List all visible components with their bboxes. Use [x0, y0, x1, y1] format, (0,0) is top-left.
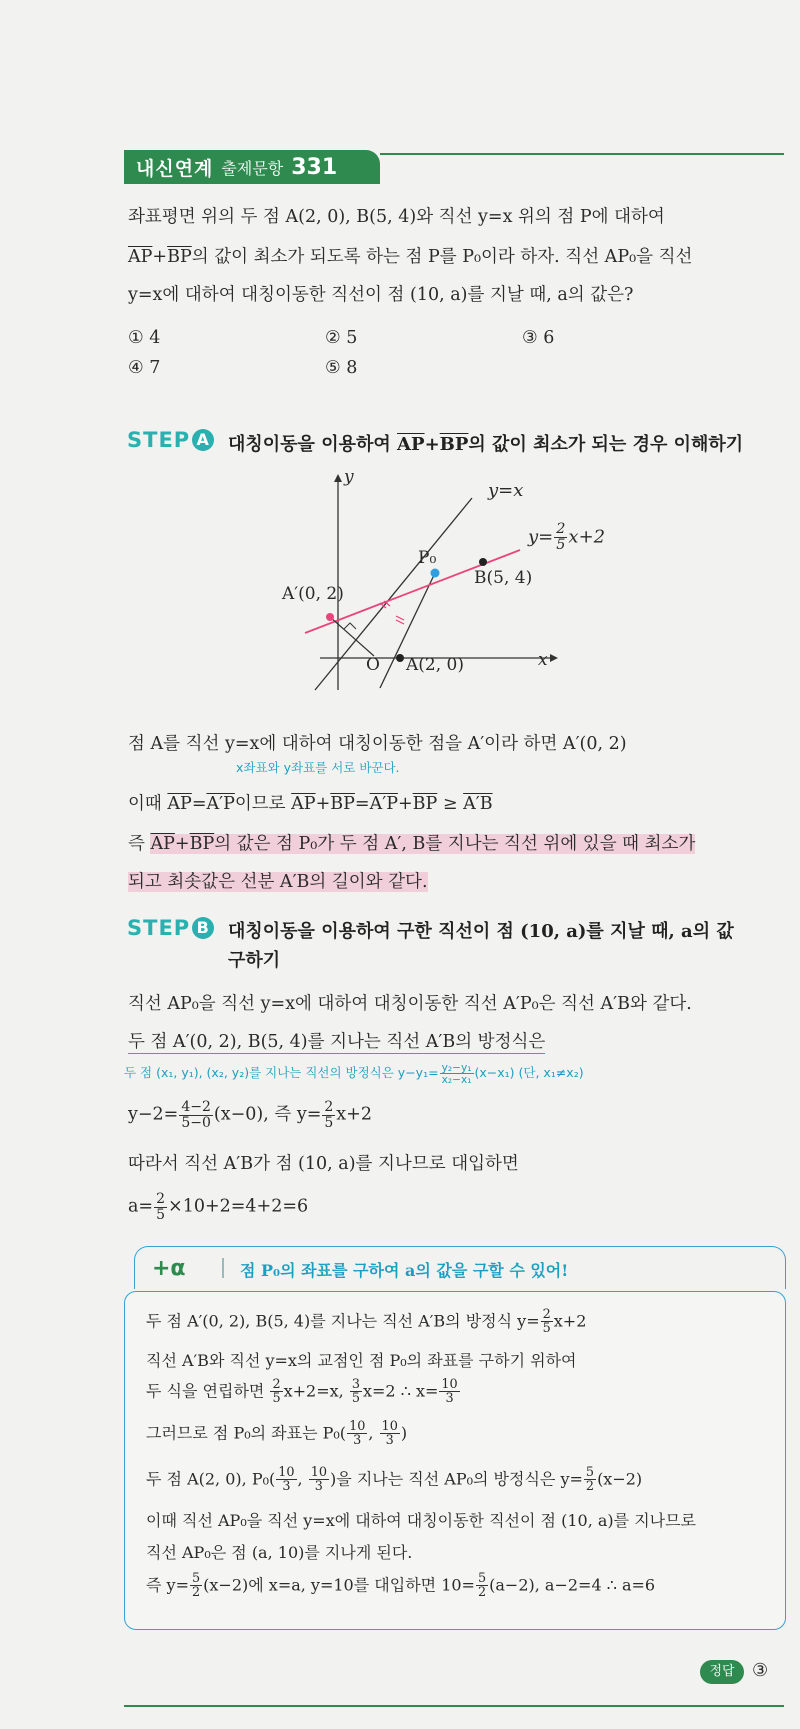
choice-5[interactable]: ⑤ 8: [325, 358, 358, 378]
a3-num: 2: [272, 1377, 281, 1392]
step-label-text: STEP: [127, 428, 191, 452]
a5-den3: 2: [585, 1479, 595, 1495]
ge-sign: ≥: [442, 794, 458, 814]
a3-num2: 3: [351, 1377, 360, 1392]
p0-label: P₀: [418, 548, 437, 568]
line3-pre: 즉: [128, 834, 145, 854]
seg4: $\overline{BP}$: [330, 794, 355, 814]
seg3: $\overline{AP}$: [291, 794, 316, 814]
alpha-line-8: [146, 1572, 655, 1600]
line2-pre: y=: [528, 526, 554, 548]
problem-number: 331: [291, 154, 338, 180]
segment-ap: $\overline{AP}$: [128, 247, 153, 267]
a3-num3: 10: [441, 1377, 458, 1392]
l3-den: 5−0: [181, 1114, 211, 1131]
a5-end: (x−2): [597, 1469, 643, 1489]
a8-post: (a−2), a−2=4 ∴ a=6: [489, 1575, 656, 1595]
b-label: B(5, 4): [474, 568, 533, 588]
solution-a-line-2: [128, 790, 493, 815]
l5-num: 2: [156, 1191, 166, 1207]
problem-line-3: y=x에 대하여 대칭이동한 직선이 점 (10, a)를 지날 때, a의 값은?: [128, 285, 634, 305]
a5-comma: ,: [297, 1469, 303, 1489]
step-a-title-post: 의 값이 최소가 되는 경우 이해하기: [468, 434, 744, 455]
alpha-line-3: [146, 1378, 461, 1406]
a1-pre: 두 점 A′(0, 2), B(5, 4)를 지나는 직선 A′B의 방정식 y=: [146, 1311, 540, 1331]
seg6: $\overline{BP}$: [412, 794, 438, 814]
solution-a-note: x좌표와 y좌표를 서로 바꾼다.: [236, 760, 400, 775]
alpha-line-2: 직선 A′B와 직선 y=x의 교점인 점 P₀의 좌표를 구하기 위하여: [146, 1351, 577, 1370]
a1-num: 2: [542, 1307, 551, 1322]
step-b-label: [127, 916, 214, 940]
header-rule: [380, 153, 784, 155]
problem-line-2: [128, 243, 692, 268]
a-label: A(2, 0): [406, 655, 464, 675]
step-a-title: [228, 430, 743, 456]
a-prime-label: A′(0, 2): [282, 584, 344, 604]
eq1: =: [191, 794, 207, 814]
solution-b-line-3: [128, 1100, 372, 1130]
point-a-prime: [326, 613, 334, 621]
a3-den2: 5: [351, 1391, 360, 1407]
solution-b-line-4: 따라서 직선 A′B가 점 (10, a)를 지나므로 대입하면: [128, 1154, 519, 1174]
bottom-rule: [124, 1705, 784, 1707]
step-a-title-pre: 대칭이동을 이용하여: [228, 434, 391, 455]
step-b-text: STEP: [127, 916, 191, 940]
line3-post: 의 값은 점 P₀가 두 점 A′, B를 지나는 직선 위에 있을 때 최소가: [214, 834, 696, 854]
step-a-plus: +: [424, 434, 440, 455]
l3-mid: (x−0), 즉 y=: [213, 1104, 322, 1125]
l3-pre: y−2=: [128, 1104, 179, 1125]
plus-sign: +: [152, 247, 168, 267]
a3-pre: 두 식을 연립하면: [146, 1381, 265, 1401]
l3-den2: 5: [324, 1114, 334, 1131]
line4-text: 되고 최솟값은 선분 A′B의 길이와 같다.: [128, 872, 428, 892]
alpha-divider: [222, 1258, 224, 1278]
series-label: 내신연계: [136, 157, 214, 180]
seg5: A′P: [369, 794, 398, 814]
plus2: +: [397, 794, 413, 814]
x-axis-label: x: [538, 650, 548, 670]
solution-a-line-4: [128, 868, 428, 893]
a4-den2: 3: [385, 1433, 394, 1449]
choice-3[interactable]: ③ 6: [522, 328, 555, 348]
a8-num2: 5: [477, 1571, 487, 1586]
answer-value: ③: [752, 1660, 769, 1681]
problem-label: 출제문항: [221, 158, 284, 178]
solution-a-line-3: [128, 830, 695, 855]
eq2: =: [354, 794, 370, 814]
a4-comma: ,: [368, 1423, 374, 1443]
solution-b-note: [124, 1062, 584, 1085]
a8-num: 5: [192, 1571, 201, 1586]
y-axis-label: y: [344, 467, 354, 487]
l3-post: x+2: [336, 1104, 372, 1125]
line2-post: x+2: [568, 526, 606, 548]
choice-2[interactable]: ② 5: [325, 328, 358, 348]
a4-num2: 10: [381, 1419, 398, 1434]
x-axis-arrow: [550, 654, 558, 662]
line2-num: 2: [556, 521, 566, 537]
a5-num: 10: [278, 1465, 295, 1480]
step-b-title-1: 대칭이동을 이용하여 구한 직선이 점 (10, a)를 지날 때, a의 값: [228, 921, 734, 942]
a3-den: 5: [272, 1391, 281, 1407]
seg2: A′P: [206, 794, 235, 814]
a5-pre: 두 점 A(2, 0), P₀(: [146, 1469, 276, 1489]
answer-badge: 정답: [700, 1660, 744, 1684]
origin-label: O: [366, 655, 380, 675]
point-a: [396, 654, 404, 662]
a1-post: x+2: [553, 1311, 587, 1331]
segment-a-prime-a: [330, 617, 374, 656]
a5-den: 3: [282, 1479, 291, 1495]
a8-mid: (x−2)에 x=a, y=10를 대입하면 10=: [203, 1575, 475, 1595]
a4-pre: 그러므로 점 P₀의 좌표는 P₀(: [146, 1423, 347, 1443]
solution-b-line-5: [128, 1192, 308, 1222]
problem-header-badge: [124, 150, 380, 184]
line-yx-label: y=x: [488, 480, 524, 501]
alpha-title: 점 P₀의 좌표를 구하여 a의 값을 구할 수 있어!: [240, 1261, 569, 1280]
a3-mid2: x=2 ∴ x=: [363, 1381, 439, 1401]
note-post: (x−x₁) (단, x₁≠x₂): [474, 1065, 584, 1081]
line2-den: 5: [556, 537, 566, 554]
alpha-tag: +α: [152, 1256, 186, 1281]
choice-1[interactable]: ① 4: [128, 328, 161, 348]
l3-num: 4−2: [181, 1099, 211, 1115]
alpha-line-7: 직선 AP₀은 점 (a, 10)를 지나게 된다.: [146, 1543, 413, 1562]
seg1: $\overline{AP}$: [167, 794, 192, 814]
mid-word: 이므로: [234, 794, 286, 814]
line-2-label: [528, 522, 605, 553]
step-a-bp: $\overline{BP}$: [439, 434, 469, 455]
l5-pre: a=: [128, 1196, 154, 1217]
a3-den3: 3: [445, 1391, 454, 1407]
note-pre: 두 점 (x₁, y₁), (x₂, y₂)를 지나는 직선의 방정식은 y−y₁=: [124, 1065, 439, 1081]
plus1: +: [315, 794, 331, 814]
alpha-line-6: 이때 직선 AP₀을 직선 y=x에 대하여 대칭이동한 직선이 점 (10, a)를 지나므로: [146, 1511, 697, 1530]
point-b: [479, 558, 487, 566]
step-a-letter: A: [192, 429, 214, 451]
step-b-title-2: 구하기: [228, 950, 281, 971]
line3-ap: $\overline{AP}$: [150, 834, 175, 854]
alpha-line-1: [146, 1308, 586, 1336]
step-a-label: [127, 428, 214, 452]
a4-post: ): [400, 1423, 408, 1443]
problem-line-2-rest: 의 값이 최소가 되도록 하는 점 P를 P₀이라 하자. 직선 AP₀을 직선: [191, 247, 693, 267]
line3-bp: $\overline{BP}$: [189, 834, 215, 854]
segment-bp: $\overline{BP}$: [167, 247, 192, 267]
a5-den2: 3: [314, 1479, 323, 1495]
line3-plus: +: [174, 834, 190, 854]
solution-a-line-1: 점 A를 직선 y=x에 대하여 대칭이동한 점을 A′이라 하면 A′(0, 2): [128, 734, 627, 754]
l5-post: ×10+2=4+2=6: [168, 1196, 309, 1217]
point-p0: [431, 569, 440, 578]
right-angle-mark: [344, 623, 356, 629]
a8-pre: 즉 y=: [146, 1575, 189, 1595]
problem-line-1: 좌표평면 위의 두 점 A(2, 0), B(5, 4)와 직선 y=x 위의 점 P에 대하여: [128, 207, 665, 227]
a5-num2: 10: [310, 1465, 328, 1480]
solution-b-line-1: 직선 AP₀을 직선 y=x에 대하여 대칭이동한 직선 A′P₀은 직선 A′B와 같다.: [128, 994, 692, 1014]
note-den: x₂−x₁: [441, 1073, 472, 1087]
a4-den: 3: [353, 1433, 362, 1449]
line2-pre-word: 이때: [128, 794, 162, 814]
a5-num3: 5: [585, 1465, 595, 1480]
note-num: y₂−y₁: [441, 1061, 472, 1074]
y-axis-arrow: [334, 474, 342, 482]
step-a-ap: $\overline{AP}$: [397, 434, 425, 455]
a3-mid: x+2=x,: [283, 1381, 344, 1401]
alpha-line-4: [146, 1420, 407, 1448]
a4-num: 10: [349, 1419, 366, 1434]
a8-den: 2: [192, 1585, 201, 1601]
l3-num2: 2: [324, 1099, 334, 1115]
a5-post: )을 지나는 직선 AP₀의 방정식은 y=: [330, 1469, 583, 1489]
seg7: A′B: [463, 794, 493, 814]
l5-den: 5: [156, 1206, 166, 1223]
a1-den: 5: [542, 1321, 551, 1337]
alpha-line-5: [146, 1466, 642, 1494]
choice-4[interactable]: ④ 7: [128, 358, 161, 378]
a8-den2: 2: [477, 1585, 487, 1601]
solution-b-line-2: 두 점 A′(0, 2), B(5, 4)를 지나는 직선 A′B의 방정식은: [128, 1028, 545, 1054]
step-b-letter: B: [192, 917, 214, 939]
